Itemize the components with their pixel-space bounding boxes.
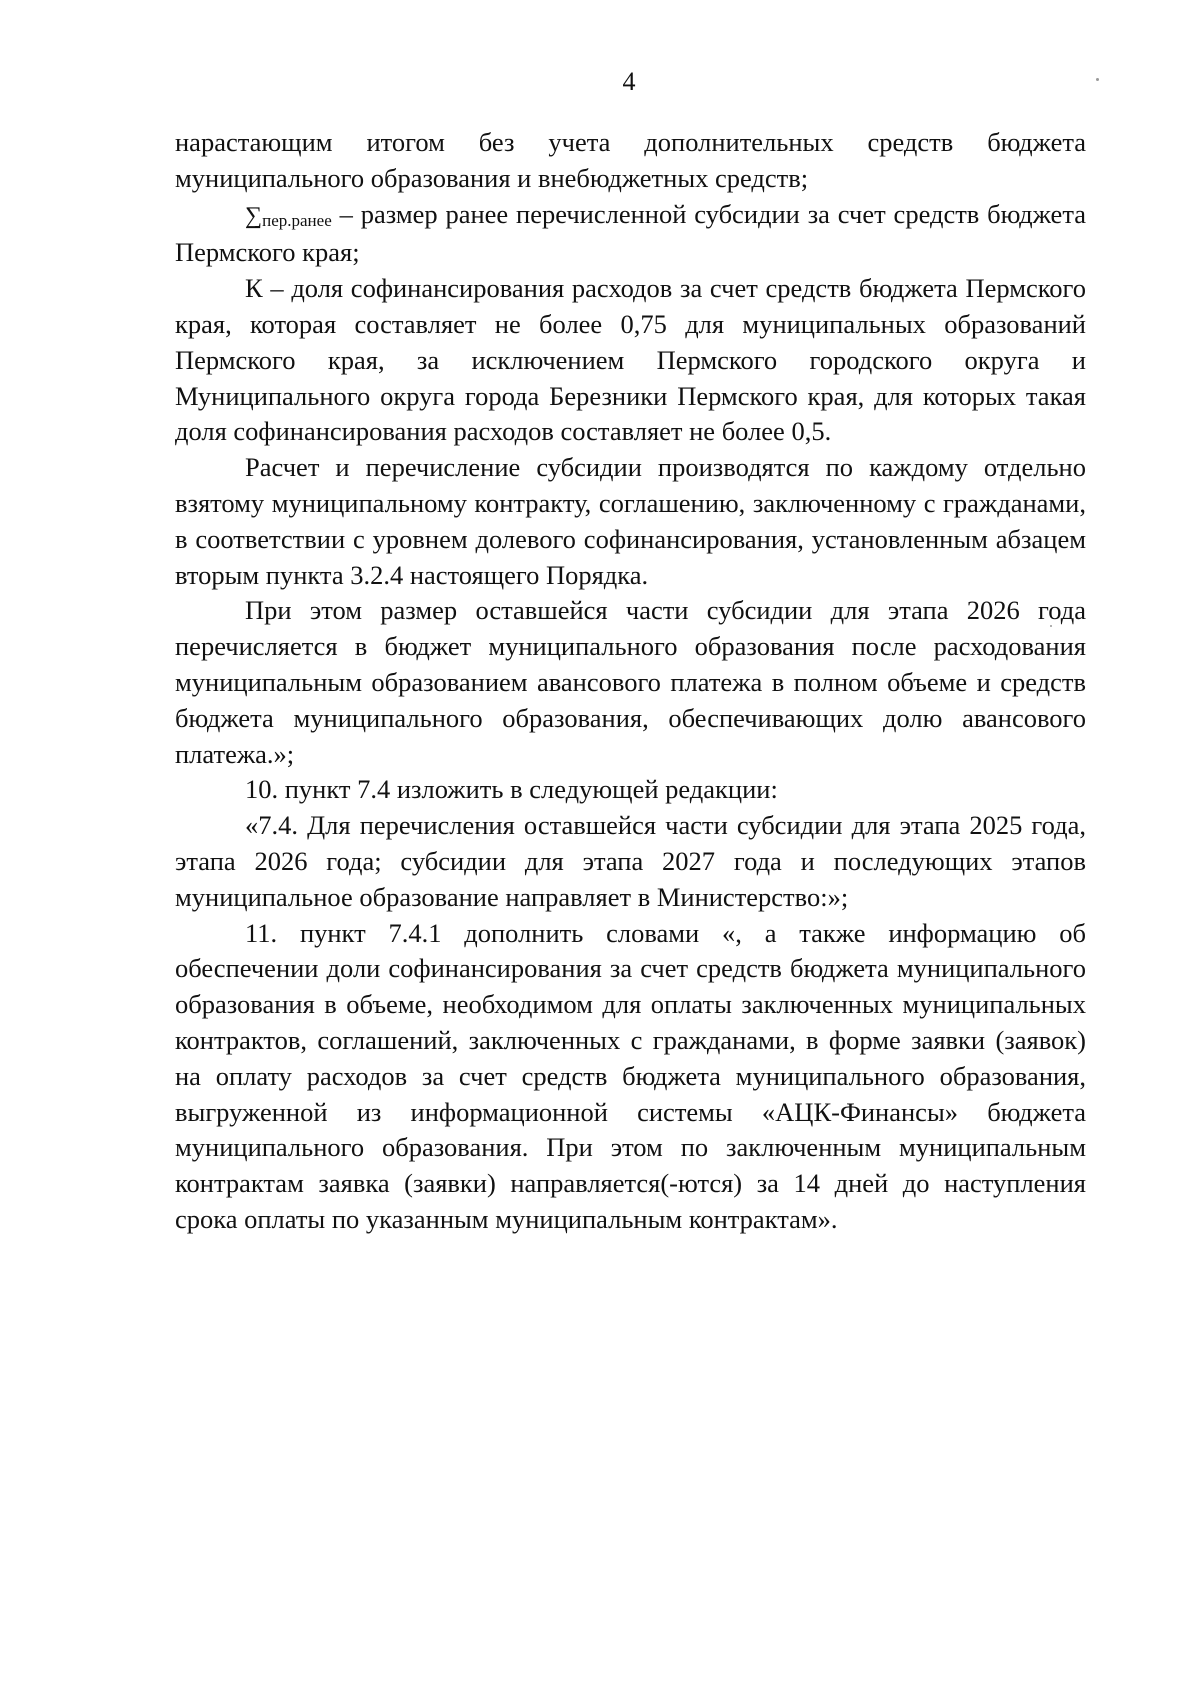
paragraph-item-10: 10. пункт 7.4 изложить в следующей редакции: — [245, 774, 778, 805]
sum-definition-text: – размер ранее перечисленной субсидии за счет средств бюджета Пермского края; — [175, 198, 1086, 268]
scan-speck — [1050, 625, 1052, 627]
document-body — [175, 125, 1086, 1238]
paragraph-sum-definition — [175, 197, 1086, 272]
paragraph-continuation: нарастающим итогом без учета дополнительных средств бюджета муниципального образования и внебюджетных средств; — [175, 127, 1086, 193]
paragraph-clause-7-4: «7.4. Для перечисления оставшейся части субсидии для этапа 2025 года, этапа 2026 года; субсидии для этапа 2027 года и последующих этапов муниципальное образование направляет в Министерство:»; — [175, 810, 1086, 912]
paragraph-remaining-part: При этом размер оставшейся части субсидии для этапа 2026 года перечисляется в бюджет муниципального образования после расходования муниципальным образованием авансового платежа в полном объеме и средств бюджета муниципального образования, обеспечивающих долю авансового платежа.»; — [175, 595, 1086, 769]
paragraph-calculation: Расчет и перечисление субсидии производятся по каждому отдельно взятому муниципальному контракту, соглашению, заключенному с гражданами, в соответствии с уровнем долевого софинансирования, установленным абзацем вторым пункта 3.2.4 настоящего Порядка. — [175, 452, 1086, 590]
page-number: 4 — [622, 67, 636, 96]
sum-symbol: ∑ — [245, 202, 263, 229]
sum-subscript: пер.ранее — [262, 210, 332, 230]
paragraph-k-definition: К – доля софинансирования расходов за счет средств бюджета Пермского края, которая составляет не более 0,75 для муниципальных образований Пермского края, за исключением Пермского городского округа и Муниципального округа города Березники Пермского края, для которых такая доля софинансирования расходов составляет не более 0,5. — [175, 273, 1086, 447]
paragraph-item-11: 11. пункт 7.4.1 дополнить словами «, а также информацию об обеспечении доли софинансирования за счет средств бюджета муниципального образования в объеме, необходимом для оплаты заключенных муниципальных контрактов, соглашений, заключенных с гражданами, в форме заявки (заявок) на оплату расходов за счет средств бюджета муниципального образования, выгруженной из информационной системы «АЦК-Финансы» бюджета муниципального образования. При этом по заключенным муниципальным контрактам заявка (заявки) направляется(-ются) за 14 дней до наступления срока оплаты по указанным муниципальным контрактам». — [175, 917, 1086, 1234]
scan-speck — [1096, 78, 1099, 81]
